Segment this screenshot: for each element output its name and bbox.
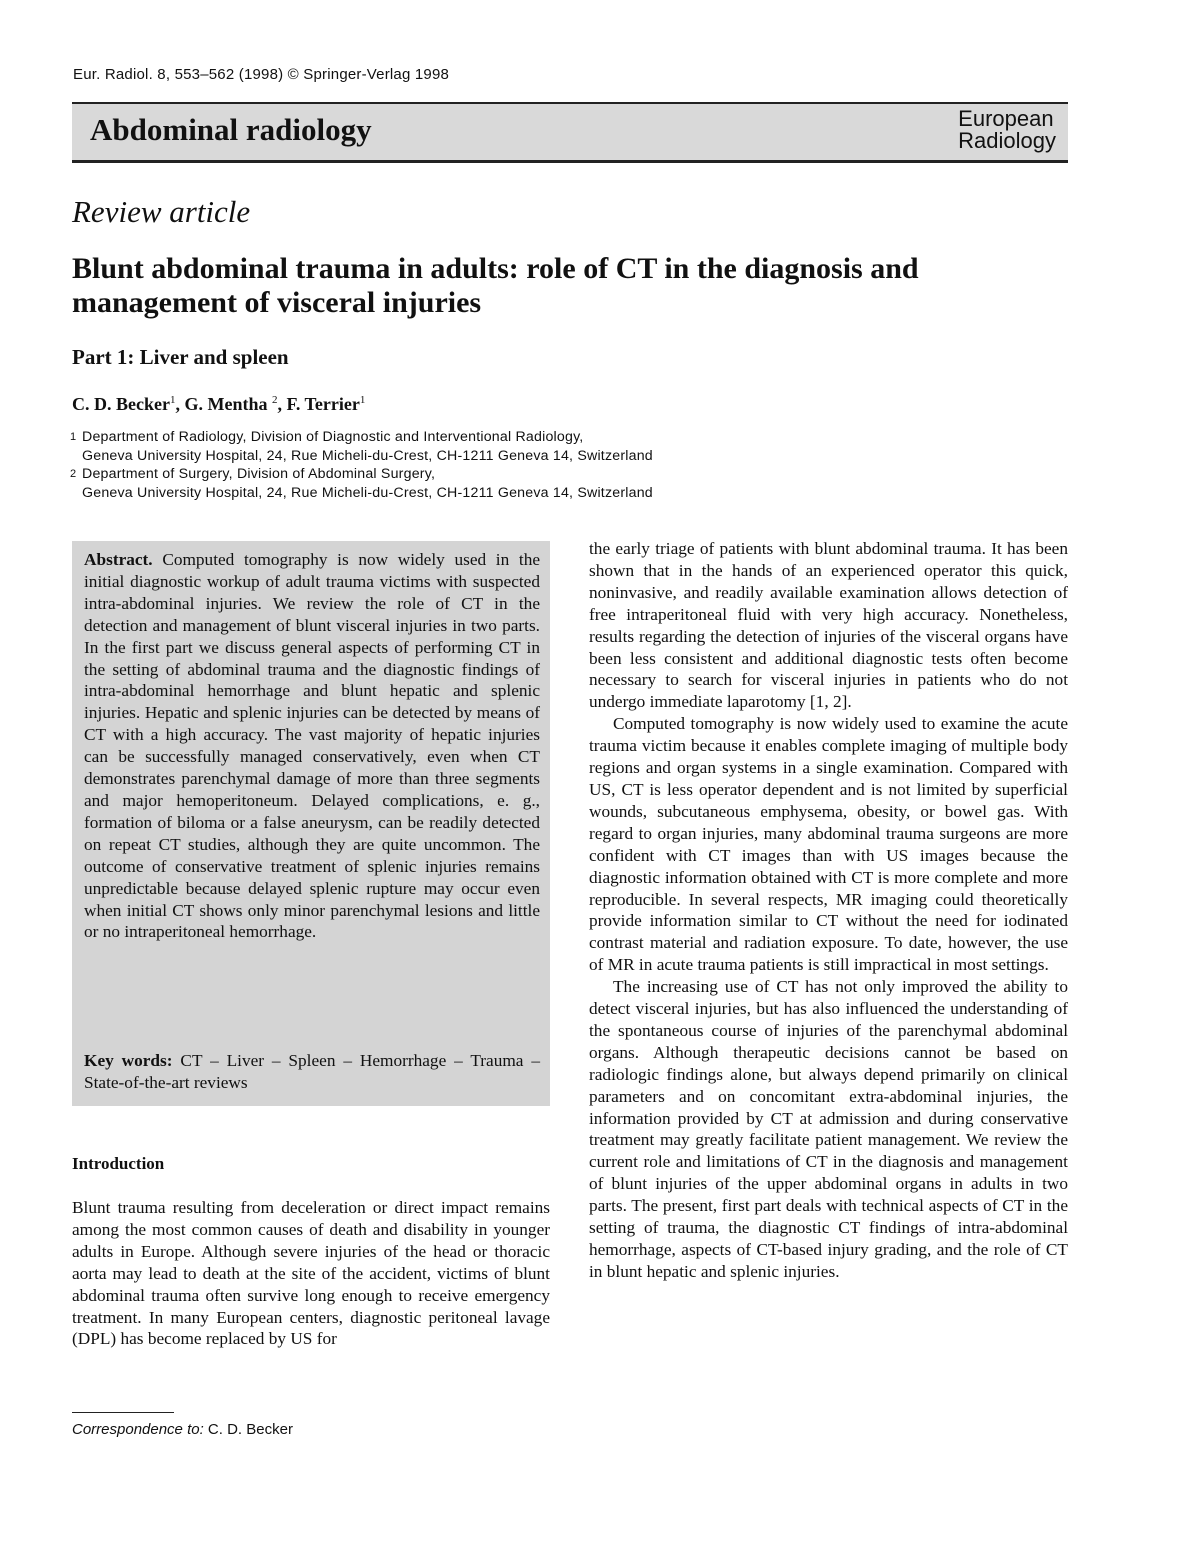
footnote-label: Correspondence to: <box>72 1421 204 1438</box>
affiliation-line: Department of Radiology, Division of Diagnostic and Interventional Radiology, <box>82 429 584 445</box>
section-header-bar <box>72 102 1068 163</box>
article-type: Review article <box>72 194 251 229</box>
journal-name <box>958 108 1056 152</box>
keywords-text: CT – Liver – Spleen – Hemorrhage – Trauma – State-of-the-art reviews <box>84 1051 540 1092</box>
author-affiliation-marker: 2 <box>271 394 278 406</box>
affiliation <box>70 428 770 465</box>
keywords-label: Key words: <box>84 1051 173 1070</box>
body-paragraph: Computed tomography is now widely used to examine the acute trauma victim because it enables complete imaging of multiple body regions and organ systems in a single examination. Compared with US, CT is less operator dependent and is not limited by superficial wounds, subcutaneous emphysema, obesity, or bowel gas. With regard to organ injuries, many abdominal trauma surgeons are more confident with CT images than with US images because the diagnostic information obtained with CT is more complete and more reproducible. In several respects, MR imaging could theoretically provide information similar to CT without the need for iodinated contrast material and radiation exposure. To date, however, the use of MR in acute trauma patients is still impractical in most settings. <box>589 714 1068 975</box>
abstract <box>84 549 540 943</box>
author-name: F. Terrier <box>286 394 360 414</box>
author-list: C. D. Becker$^1$, G. Mentha $^2$, F. Terrier$^1$ <box>72 394 366 414</box>
body-paragraph: the early triage of patients with blunt abdominal trauma. It has been shown that in the hands of an experienced operator this quick, noninvasive, and readily available examination allows detection of free intraperitoneal fluid with very high accuracy. Nonetheless, results regarding the detection of injuries of the visceral organs have been less consistent and additional diagnostic tests often become necessary to search for visceral injuries in patients who do not undergo immediate laparotomy [1, 2]. <box>589 539 1068 712</box>
author-name: G. Mentha <box>184 394 268 414</box>
abstract-label: Abstract. <box>84 550 153 569</box>
author-name: C. D. Becker <box>72 394 170 414</box>
journal-name-line1: European <box>958 106 1054 131</box>
abstract-text: Computed tomography is now widely used in the initial diagnostic workup of adult trauma victims with suspected intra-abdominal injuries. We review the role of CT in the detection and management of blunt visceral injuries in two parts. In the first part we discuss general aspects of performing CT in the setting of abdominal trauma and the diagnostic findings of intra-abdominal hemorrhage and blunt hepatic and splenic injuries. Hepatic and splenic injuries can be detected by means of CT with a high accuracy. The vast majority of hepatic injuries can be successfully managed conservatively, even when CT demonstrates parenchymal damage of more than three segments and major hemoperitoneum. Delayed complications, e. g., formation of biloma or a false aneurysm, can be readily detected on repeat CT studies, although they are quite uncommon. The outcome of conservative treatment of splenic injuries remains unpredictable because delayed splenic rupture may occur even when initial CT shows only minor parenchymal lesions and little or no intraperitoneal hemorrhage. <box>84 550 541 942</box>
article-title: Blunt abdominal trauma in adults: role of CT in the diagnosis and management of visceral injuries <box>72 252 919 319</box>
affiliation-number: 2 <box>70 468 77 480</box>
author-affiliation-marker: 1 <box>169 394 176 406</box>
footnote-rule <box>72 1412 174 1413</box>
body-paragraph: The increasing use of CT has not only improved the ability to detect visceral injuries, but has also influenced the understanding of the spontaneous course of injuries of the parenchymal abdominal organs. Although therapeutic decisions cannot be based on radiologic findings alone, but always depend primarily on clinical parameters and on concomitant extra-abdominal injuries, the information provided by CT at admission and during conservative treatment may greatly facilitate patient management. We review the current role and limitations of CT in the diagnosis and management of blunt injuries of the upper abdominal organs in adults in two parts. The present, first part deals with technical aspects of CT in the setting of trauma, the diagnostic CT findings of intra-abdominal hemorrhage, aspects of CT-based injury grading, and the role of CT in blunt hepatic and splenic injuries. <box>589 977 1068 1281</box>
affiliation-line: Geneva University Hospital, 24, Rue Micheli-du-Crest, CH-1211 Geneva 14, Switzerland <box>82 447 653 464</box>
journal-citation: Eur. Radiol. 8, 553–562 (1998) © Springer-Verlag 1998 <box>73 66 450 83</box>
introduction-paragraph: Blunt trauma resulting from deceleration or direct impact remains among the most common causes of death and disability in younger adults in Europe. Although severe injuries of the head or thoracic aorta may lead to death at the site of the accident, victims of blunt abdominal trauma often survive long enough to receive emergency treatment. In many European centers, diagnostic peritoneal lavage (DPL) has become replaced by US for <box>72 1198 550 1349</box>
correspondence-footnote <box>72 1421 293 1438</box>
affiliation <box>70 465 770 502</box>
affiliation-line: Geneva University Hospital, 24, Rue Micheli-du-Crest, CH-1211 Geneva 14, Switzerland <box>82 484 653 501</box>
section-title: Abdominal radiology <box>90 112 372 147</box>
introduction-heading: Introduction <box>72 1154 165 1173</box>
article-subtitle: Part 1: Liver and spleen <box>72 345 289 369</box>
author-affiliation-marker: 1 <box>359 394 366 406</box>
journal-name-line2: Radiology <box>958 128 1056 153</box>
affiliation-line: Department of Surgery, Division of Abdominal Surgery, <box>82 466 436 482</box>
keywords <box>84 1050 540 1094</box>
abstract-box <box>72 541 550 1106</box>
footnote-name: C. D. Becker <box>207 1421 293 1438</box>
affiliation-number: 1 <box>70 431 77 443</box>
right-column <box>589 538 1068 1283</box>
